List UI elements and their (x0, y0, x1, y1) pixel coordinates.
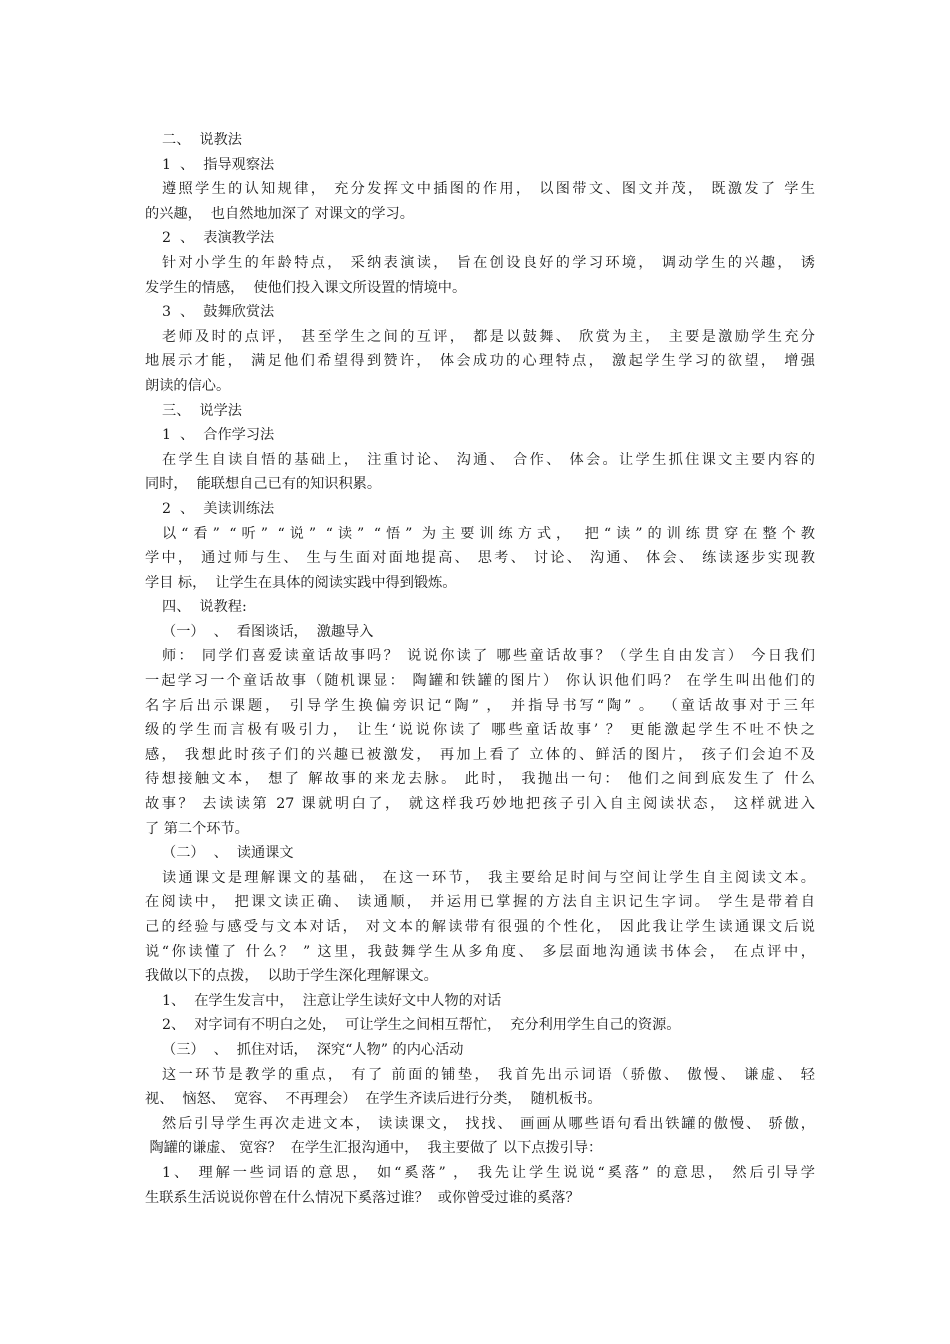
text-line: 级的学生而言极有吸引力， 让生‘说说你读了 哪些童话故事’ ？ 更能激起学生不吐不快之 (145, 722, 815, 739)
text-line: 己的经验与感受与文本对话， 对文本的解读带有很强的个性化， 因此我让学生读通课文后说 (145, 919, 815, 935)
text-line: 在阅读中， 把课文读正确、 读通顺， 并运用已掌握的方法自主识记生字词。 学生是带着自 (145, 894, 815, 911)
text-line: 地展示才能， 满足他们希望得到赞许， 体会成功的心理特点， 激起学生学习的欲望， 增强 (145, 353, 815, 370)
text-line: 1 、 指导观察法 (162, 156, 275, 173)
text-line: 了 第二个环节。 (145, 820, 249, 837)
text-line: 1、 在学生发言中， 注意让学生读好文中人物的对话 (162, 992, 502, 1009)
text-line: 待想接触文本， 想了 解故事的来龙去脉。 此时， 我抛出一句： 他们之间到底发生了 什么 (145, 771, 815, 788)
text-line: 朗读的信心。 (145, 377, 231, 394)
text-line: 3 、 鼓舞欣赏法 (162, 304, 275, 321)
text-line: 针对小学生的年龄特点， 采纳表演读， 旨在创设良好的学习环境， 调动学生的兴趣， 诱 (162, 254, 815, 271)
text-line: 生联系生活说说你曾在什么情况下奚落过谁？ 或你曾受过谁的奚落？ (145, 1189, 580, 1206)
text-line: 老师及时的点评， 甚至学生之间的互评， 都是以鼓舞、 欣赏为主， 主要是激励学生充分 (162, 328, 815, 345)
text-line: 陶罐的谦虚、 宽容？ 在学生汇报沟通中， 我主要做了 以下点拨引导： (145, 1140, 603, 1157)
text-line: 视、 恼怒、 宽容、 不再理会） 在学生齐读后进行分类， 随机板书。 (145, 1091, 602, 1108)
text-line: （一） 、 看图谈话， 激趣导入 (162, 623, 374, 640)
text-line: 一起学习一个童话故事（随机课显： 陶罐和铁罐的图片） 你认识他们吗？ 在学生叫出他们的 (145, 673, 815, 690)
text-line: 在学生自读自悟的基础上， 注重讨论、 沟通、 合作、 体会。让学生抓住课文主要内容的 (162, 451, 815, 468)
text-line: 感， 我想此时孩子们的兴趣已被激发， 再加上看了 立体的、鲜活的图片， 孩子们会迫不及 (145, 746, 815, 763)
text-line: 2 、 美读训练法 (162, 500, 275, 517)
text-line: （三） 、 抓住对话， 深究“人物” 的内心活动 (162, 1041, 464, 1058)
text-line: 二、 说教法 (162, 132, 242, 148)
text-line: 名字后出示课题， 引导学生换偏旁识记“陶” ， 并指导书写“陶” 。 （童话故事对于三年 (145, 697, 815, 714)
text-line: 学目 标， 让学生在具体的阅读实践中得到锻炼。 (145, 574, 457, 591)
text-line: 2、 对字词有不明白之处， 可让学生之间相互帮忙， 充分利用学生自己的资源。 (162, 1017, 681, 1034)
text-line: 师： 同学们喜爱读童话故事吗？ 说说你读了 哪些童话故事？（学生自由发言） 今日我们 (162, 648, 815, 665)
text-line: 然后引导学生再次走进文本， 读读课文， 找找、 画画从哪些语句看出铁罐的傲慢、 骄傲， (162, 1115, 815, 1132)
text-line: 我做以下的点拨， 以助于学生深化理解课文。 (145, 968, 438, 985)
text-line: 遵照学生的认知规律， 充分发挥文中插图的作用， 以图带文、图文并茂， 既激发了 学生 (162, 181, 815, 198)
text-line: 三、 说学法 (162, 402, 242, 419)
text-line: 发学生的情感， 使他们投入课文所设置的情境中。 (145, 279, 467, 296)
text-line: 学中， 通过师与生、 生与生面对面地提高、 思考、 讨论、 沟通、 体会、 练读逐步实现教 (145, 550, 815, 567)
text-line: 这一环节是教学的重点， 有了 前面的铺垫， 我首先出示词语（骄傲、 傲慢、 谦虚、 轻 (162, 1066, 815, 1083)
text-line: 同时， 能联想自己已有的知识积累。 (145, 476, 382, 493)
text-line: 1、 理解一些词语的意思， 如“奚落” ， 我先让学生说说“奚落” 的意思， 然后引导学 (162, 1164, 815, 1181)
text-line: 说“你读懂了 什么？ ” 这里，我鼓舞学生从多角度、 多层面地沟通读书体会， 在点评中， (145, 943, 815, 960)
text-line: 故事？ 去读读第 27 课就明白了， 就这样我巧妙地把孩子引入自主阅读状态， 这样就进入 (145, 796, 815, 813)
text-line: 的兴趣， 也自然地加深了 对课文的学习。 (145, 205, 414, 222)
text-line: 四、 说教程: (162, 599, 247, 616)
text-line: （二） 、 读通课文 (162, 845, 294, 862)
document-body (145, 128, 815, 1210)
text-line: 读通课文是理解课文的基础， 在这一环节， 我主要给足时间与空间让学生自主阅读文本。 (162, 869, 815, 886)
text-line: 2 、 表演教学法 (162, 230, 275, 247)
text-line: 1 、 合作学习法 (162, 427, 275, 444)
text-line: 以“看” “听” “说” “读” “悟” 为主要训练方式， 把“读”的训练贯穿在整个教 (162, 525, 815, 542)
